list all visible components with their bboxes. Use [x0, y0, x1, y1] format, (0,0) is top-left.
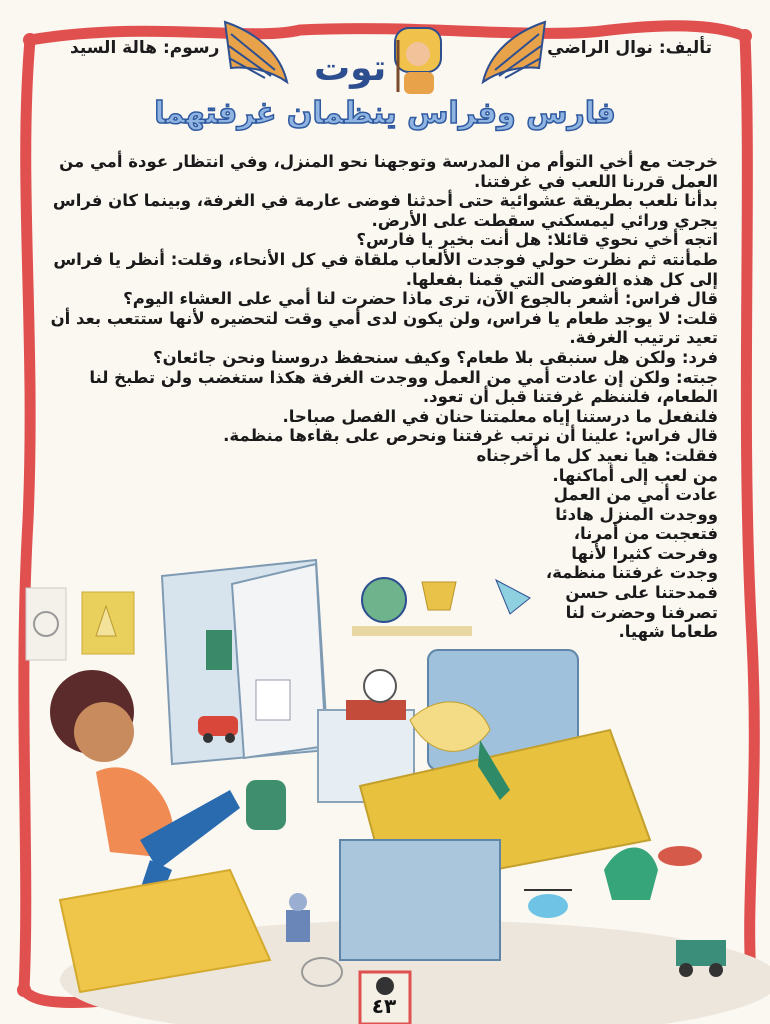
story-paragraph: فرد: ولكن هل سنبقى بلا طعام؟ وكيف سنحفظ دروسنا ونحن جائعان؟ [153, 347, 718, 367]
story-paragraph: خرجت مع أخي التوأم من المدرسة وتوجهنا نحو المنزل، وفي انتظار عودة أمي من العمل قررنا اللعب في غرفتنا. [59, 152, 718, 191]
wardrobe [162, 560, 328, 764]
shelf-items [352, 578, 530, 636]
toy-dinosaur-icon [604, 848, 658, 901]
story-line: فتعجبت من أمرنا، [573, 524, 718, 544]
story-line: ووجدت المنزل هادئا [555, 504, 718, 524]
books-icon [346, 700, 406, 720]
bedroom-illustration [0, 540, 770, 1024]
story-line: وجدت غرفتنا منظمة، [545, 563, 718, 583]
rocket-poster-icon [82, 592, 134, 654]
story-paragraph: فلنفعل ما درستنا إياه معلمتنا حنان في الفصل صباحا. [282, 406, 718, 426]
brand-name: توت [314, 48, 387, 89]
toy-helicopter-icon [524, 890, 572, 918]
story-line: فمدحتنا على حسن [565, 583, 718, 603]
page-number: ٤٣ [371, 994, 397, 1018]
story-line: فقلت: هيا نعيد كل ما أخرجناه [476, 445, 718, 465]
story-line: طعاما شهيا. [618, 622, 718, 642]
mascot-cat-icon [376, 977, 394, 995]
story-paragraph: قال فراس: علينا أن نرتب غرفتنا ونحرص على بقاءها منظمة. [223, 426, 718, 446]
calendar-icon [256, 680, 290, 720]
brand-logo [300, 20, 470, 100]
shoe-icon [658, 846, 702, 866]
planet-poster-icon [26, 588, 66, 660]
toy-robot-icon [286, 893, 310, 942]
story-paragraph: جبته: ولكن إن عادت أمي من العمل ووجدت الغرفة هكذا ستغضب ولن تطبخ لنا الطعام، فلننظم غرفتنا قبل أن تعود. [89, 367, 718, 407]
story-paragraph: قلت: لا يوجد طعام يا فراس، ولن يكون لدى أمي وقت لتحضيره لأنها ستتعب بعد أن تعيد ترتيب الغرفة. [50, 308, 718, 348]
author-credit: تأليف: نوال الراضي [547, 38, 712, 58]
story-paragraph: بدأنا نلعب بطريقة عشوائية حتى أحدثنا فوضى عارمة في الغرفة، وبينما كان فراس يجري ورائي ليمسكني سقطت على الأرض. [52, 191, 718, 230]
story-paragraph: قال فراس: أشعر بالجوع الآن، ترى ماذا حضرت لنا أمي على العشاء اليوم؟ [123, 289, 718, 309]
illustrator-credit: رسوم: هالة السيد [70, 38, 220, 58]
globe-icon [362, 578, 406, 622]
trophy-icon [422, 582, 456, 610]
story-title: فارس وفراس ينظمان غرفتهما [154, 96, 616, 131]
story-line: من لعب إلى أماكنها. [552, 465, 718, 485]
shirt-icon [206, 630, 232, 670]
story-line: وفرحت كثيرا لأنها [571, 543, 718, 563]
clock-icon [364, 670, 396, 702]
story-line: عادت أمي من العمل [553, 485, 718, 505]
story-paragraph: طمأنته ثم نظرت حولي فوجدت الألعاب ملقاة في كل الأنحاء، وقلت: أنظر يا فراس إلى كل هذه الفوضى التي قمنا بفعلها. [53, 249, 718, 289]
lamp-icon [496, 580, 530, 614]
story-paragraph: اتجه أخي نحوي قائلا: هل أنت بخير يا فارس؟ [356, 230, 718, 250]
backpack-icon [246, 780, 286, 830]
story-line: تصرفنا وحضرت لنا [565, 602, 718, 622]
